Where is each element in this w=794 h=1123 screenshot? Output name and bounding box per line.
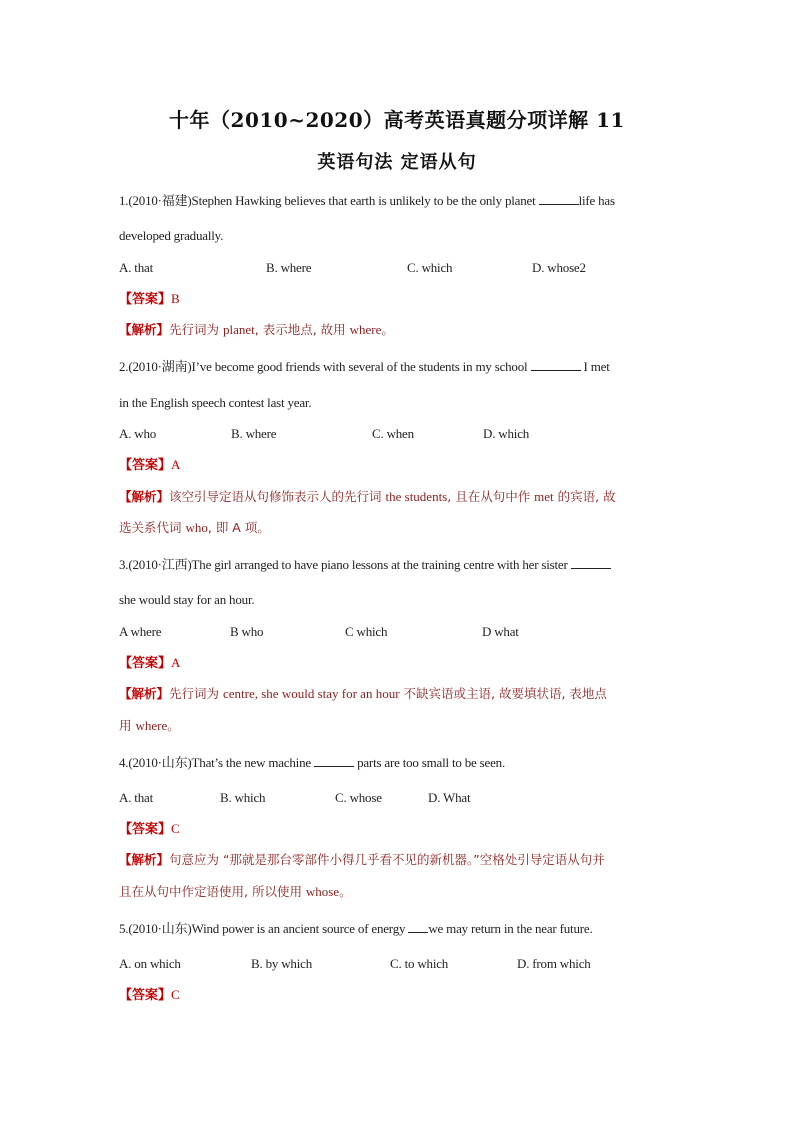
question-2-answer [119,456,675,475]
analysis-text: planet [223,322,255,337]
analysis-label: 【解析】 [119,686,170,701]
option-a: A. that [119,790,153,805]
answer-label: 【答案】 [119,656,172,671]
question-3-answer [119,654,675,673]
analysis-text: whose [305,884,340,899]
question-2-text-end: I met [580,359,610,374]
analysis-text: 。 [381,322,394,337]
analysis-text: 选关系代词 [119,520,186,535]
option-a: A. on which [119,956,181,971]
page-title: 十年（2010~2020）高考英语真题分项详解 11 [169,108,625,132]
question-5-line-1 [119,920,675,938]
question-3-line-1 [119,556,675,574]
question-1-text: 1.(2010·福建)Stephen Hawking believes that earth is unlikely to be the only planet [119,193,539,208]
question-5-text: 5.(2010·山东)Wind power is an ancient source of energy [119,921,409,936]
analysis-text: 用 [119,718,136,733]
answer-label: 【答案】 [119,988,172,1003]
analysis-text: 且在从句中作定语使用, 所以使用 [119,884,306,899]
question-4-answer [119,820,675,839]
question-2-text: 2.(2010·湖南)I’ve become good friends with several of the students in my school [119,359,531,374]
option-b: B. where [231,426,277,441]
question-2-analysis-line-1 [119,488,675,506]
question-1-text-end: life has [578,193,615,208]
analysis-text: met [534,489,554,504]
analysis-text: 句意应为 “那就是那台零部件小得几乎看不见的新机器。”空格处引导定语从句并 [169,852,605,867]
question-2-line-1 [119,358,675,376]
option-d: D. What [428,790,471,805]
page-subtitle: 英语句法 定语从句 [317,152,477,173]
option-a: A. that [119,260,153,275]
answer-value: A [171,457,181,472]
question-3-line-2: she would stay for an hour. [119,592,255,607]
analysis-text: the students [385,489,448,504]
option-c: C. to which [390,956,449,971]
option-d: D what [482,624,519,639]
option-c: C which [345,624,388,639]
analysis-text: , 即 A 项。 [207,520,270,535]
question-3-blank [571,556,611,569]
question-5-blank [408,920,428,933]
analysis-text: centre, she would stay for an hour [223,686,400,701]
question-4-blank [314,754,354,767]
analysis-text: who [185,520,208,535]
analysis-text: 不缺宾语或主语, 故要填状语, 表地点 [399,686,607,701]
analysis-label: 【解析】 [119,852,170,867]
question-1-line-2: developed gradually. [119,228,224,243]
question-2-line-2: in the English speech contest last year. [119,395,312,410]
question-4-analysis-line-1 [119,851,675,869]
analysis-text: 。 [167,718,180,733]
analysis-text: 的宾语, 故 [553,489,616,504]
question-5-answer [119,986,675,1005]
option-a: A. who [119,426,157,441]
question-4-analysis-line-2 [119,883,675,901]
answer-label: 【答案】 [119,292,172,307]
question-3-text: 3.(2010·江西)The girl arranged to have piano lessons at the training centre with her sister [119,557,571,572]
analysis-text: , 表示地点, 故用 [254,322,350,337]
answer-value: C [171,987,180,1002]
answer-value: C [171,821,180,836]
analysis-text: 先行词为 [169,686,223,701]
question-1-answer [119,290,675,309]
answer-value: B [171,291,180,306]
analysis-text: 先行词为 [169,322,223,337]
question-2-blank [531,358,581,371]
option-d: D. from which [517,956,591,971]
answer-label: 【答案】 [119,822,172,837]
option-b: B. where [266,260,312,275]
analysis-label: 【解析】 [119,489,170,504]
analysis-text: 该空引导定语从句修饰表示人的先行词 [169,489,386,504]
question-1-analysis [119,321,675,339]
question-4-text-end: parts are too small to be seen. [354,755,506,770]
question-3-analysis-line-2 [119,717,675,735]
option-c: C. whose [335,790,382,805]
answer-label: 【答案】 [119,458,172,473]
question-4-text: 4.(2010·山东)That’s the new machine [119,755,315,770]
question-3-analysis-line-1 [119,685,675,703]
answer-value: A [171,655,181,670]
option-a: A where [119,624,162,639]
option-d: D. which [483,426,530,441]
analysis-label: 【解析】 [119,322,170,337]
analysis-text: 。 [339,884,352,899]
option-b: B. by which [251,956,312,971]
analysis-text: where [135,718,168,733]
question-5-text-end: we may return in the near future. [428,921,593,936]
question-1-blank [539,192,579,205]
option-b: B. which [220,790,266,805]
question-4-line-1 [119,754,675,772]
option-b: B who [230,624,264,639]
option-c: C. which [407,260,453,275]
question-2-analysis-line-2 [119,519,675,537]
option-c: C. when [372,426,414,441]
analysis-text: , 且在从句中作 [447,489,535,504]
analysis-text: where [349,322,382,337]
option-d: D. whose2 [532,260,586,275]
question-1-line-1 [119,192,675,210]
